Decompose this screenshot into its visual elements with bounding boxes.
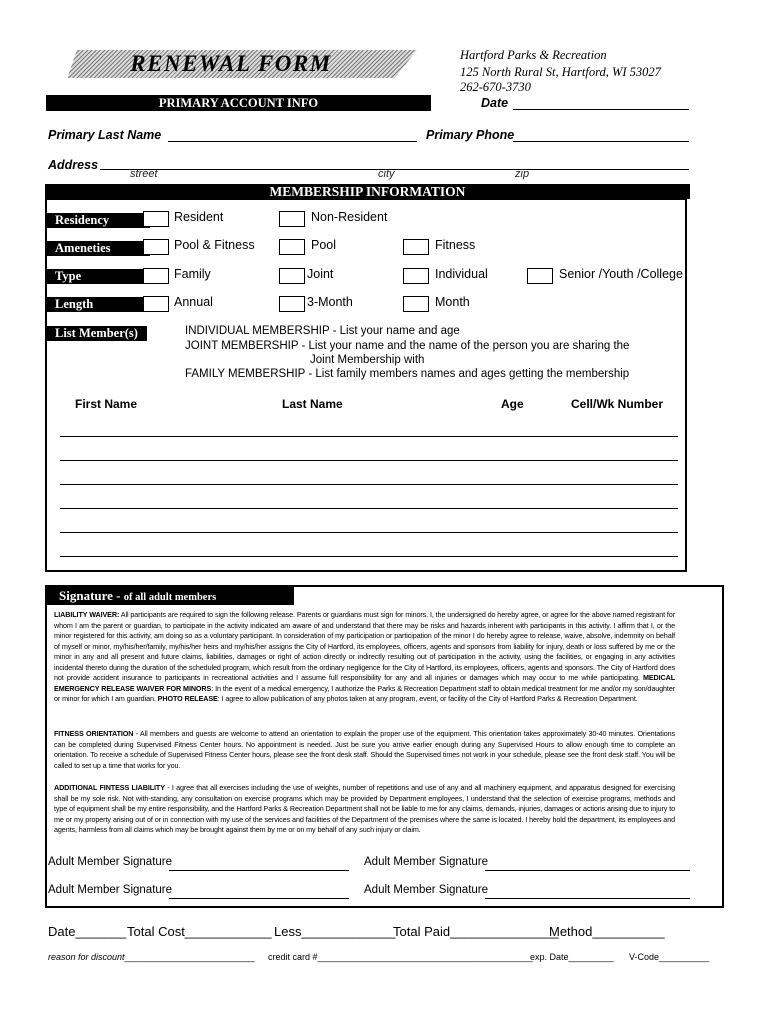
signature-header bbox=[47, 587, 294, 605]
photo-release-body: : I agree to allow publication of any photos taken at any program, event, or facility of the City of Hartford Parks & Recreation Department. bbox=[217, 694, 638, 703]
reason-for-discount-label: reason for discount bbox=[48, 952, 125, 962]
length-label: Length bbox=[47, 297, 150, 312]
fitness-option-label: Fitness bbox=[435, 238, 476, 252]
additional-liability-text bbox=[54, 783, 675, 836]
amenities-label: Ameneties bbox=[47, 241, 150, 256]
member-entry-line[interactable] bbox=[60, 460, 678, 461]
additional-liability-body: - I agree that all exercises including the use of weights, number of repetitions and use of any and all machinery equipment, and apparatus designed for exercising shall be my sole risk. Not with-standing, any consultation on exercise programs which may be provided by Department employees, I understand that the selection of exercise programs, methods and type of equipment shall be my entire responsibility, and the Hartford Parks & Recreation Department shall not be liable to me for any claims, demands, injuries, damages or actions arising due to injury to me or my property arising out of or in connection with my use of the services and facilities of the Department of the premises where the same is located. I hereby hold the department, its employees and agents, harmless from all claims which may be brought against them by me or on my behalf of any such injury or claim. bbox=[54, 783, 675, 834]
joint-checkbox[interactable] bbox=[279, 268, 305, 284]
date-label: Date bbox=[481, 96, 509, 110]
family-option-label: Family bbox=[174, 267, 211, 281]
primary-account-header: PRIMARY ACCOUNT INFO bbox=[46, 95, 431, 111]
month-checkbox[interactable] bbox=[403, 296, 429, 312]
instruction-joint-cont: Joint Membership with bbox=[310, 354, 425, 366]
pool-fitness-checkbox[interactable] bbox=[143, 239, 169, 255]
footer-vcode-field[interactable]: V-Code__________ bbox=[629, 952, 710, 962]
fitness-orientation-body: - All members and guests are welcome to attend an orientation to explain the proper use of the equipment. This orientation takes approximately 30-40 minutes. Orientations can be completed during Supervised Fitness Center hours. No appointment is needed. Just be sure you arrive earlier enough during any Supervised Hours to allow enough time to complete an orientation. To receive a schedule of Supervised Fitness Center hours, please see the front desk staff. Should the Supervised times not work in your schedule, please see the front desk staff. You will be called to set up a time that works for you. bbox=[54, 729, 675, 770]
resident-option-label: Resident bbox=[174, 210, 224, 224]
member-entry-line[interactable] bbox=[60, 556, 678, 557]
address-hint-street: street bbox=[130, 168, 158, 180]
footer-total-cost-field[interactable]: Total Cost____________ bbox=[127, 924, 272, 939]
pool-fitness-option-label: Pool & Fitness bbox=[174, 238, 255, 252]
member-entry-line[interactable] bbox=[60, 484, 678, 485]
date-field[interactable] bbox=[513, 109, 689, 110]
col-first-name: First Name bbox=[75, 397, 138, 411]
col-last-name: Last Name bbox=[282, 397, 343, 411]
medical-release-body: : In the event of a medical emergency, I authorize the Parks & Recreation Department staff to obtain medical treatment for me and/or my son/daughter or minor for which I am guardian. bbox=[54, 683, 676, 703]
primary-phone-field[interactable] bbox=[513, 141, 689, 142]
member-entry-line[interactable] bbox=[60, 436, 678, 437]
adult-signature-field[interactable] bbox=[169, 870, 349, 871]
org-address: 125 North Rural St, Hartford, WI 53027 bbox=[460, 65, 661, 79]
footer-reason-field[interactable] bbox=[48, 952, 255, 962]
col-cell-number: Cell/Wk Number bbox=[571, 397, 664, 411]
signature-header-sub: of all adult members bbox=[123, 592, 217, 603]
fitness-orientation-text bbox=[54, 729, 675, 771]
non-resident-checkbox[interactable] bbox=[279, 211, 305, 227]
membership-header: MEMBERSHIP INFORMATION bbox=[45, 184, 690, 199]
footer-date-field[interactable]: Date_______ bbox=[48, 924, 127, 939]
footer-exp-date-field[interactable]: exp. Date_________ bbox=[530, 952, 614, 962]
adult-signature-field[interactable] bbox=[485, 898, 690, 899]
senior-youth-college-checkbox[interactable] bbox=[527, 268, 553, 284]
resident-checkbox[interactable] bbox=[143, 211, 169, 227]
col-age: Age bbox=[501, 397, 524, 411]
individual-option-label: Individual bbox=[435, 267, 488, 281]
joint-option-label: Joint bbox=[307, 267, 334, 281]
medical-release-label: MEDICAL EMERGENCY RELEASE WAIVER FOR MINORS bbox=[54, 673, 675, 693]
footer-total-paid-field[interactable]: Total Paid_______________ bbox=[393, 924, 559, 939]
non-resident-option-label: Non-Resident bbox=[311, 210, 388, 224]
address-label: Address bbox=[48, 158, 99, 172]
address-hint-zip: zip bbox=[515, 168, 530, 180]
reason-for-discount-line: __________________________ bbox=[124, 952, 255, 962]
adult-signature-label: Adult Member Signature bbox=[364, 856, 489, 868]
org-phone: 262-670-3730 bbox=[460, 80, 531, 94]
member-entry-line[interactable] bbox=[60, 532, 678, 533]
instruction-family: FAMILY MEMBERSHIP - List family members names and ages getting the membership bbox=[185, 368, 630, 380]
three-month-option-label: 3-Month bbox=[307, 295, 353, 309]
pool-option-label: Pool bbox=[311, 238, 337, 252]
additional-liability-label: ADDITIONAL FINTESS LIABILITY bbox=[54, 783, 165, 792]
adult-signature-label: Adult Member Signature bbox=[364, 884, 489, 896]
liability-waiver-label: LIABILITY WAIVER: bbox=[54, 610, 120, 619]
primary-last-name-label: Primary Last Name bbox=[48, 128, 162, 142]
fitness-orientation-label: FITNESS ORIENTATION bbox=[54, 729, 134, 738]
annual-checkbox[interactable] bbox=[143, 296, 169, 312]
list-members-label: List Member(s) bbox=[47, 326, 147, 341]
footer-less-field[interactable]: Less_____________ bbox=[274, 924, 396, 939]
three-month-checkbox[interactable] bbox=[279, 296, 305, 312]
individual-checkbox[interactable] bbox=[403, 268, 429, 284]
liability-waiver-text bbox=[54, 610, 675, 705]
liability-waiver-body: All participants are required to sign the following release. Parents or guardians must sign for minors. I, the undersigned do hereby agree, or agree for the above named registrant for whom I am the parent or guardian, to participate in the activity indicated am aware of and understand that there may be risks and hazards inherent with participants in this activity. I affirm that I, or the minor registered for this activity, am doing so as a voluntary participant. In consideration of my participation or participation of the minor I do hereby agree to release, waive, absolve, indemnity on behalf of myself or minor, my/his/her/family, my/his/her heirs and my/his/her assigns the City of Hartford, its employees, officers, agents and sponsors from liability for injury, death or loss suffered by me or the minor in any and all present and future claims, liabilities, damages or right of action directly or indirectly resulting out of participation in the activity, using the facilities, or engaging in any activities incidental thereto during the duration of the scheduled program, which result from the ordinary negligence for the City of Hartford, its employees, officers, agents and sponsors. The City of Hartford does not provide accident insurance to participants in recreational activities and I assume full responsibility for any and all injuries or damages which may occur to me while participating. bbox=[54, 610, 675, 682]
annual-option-label: Annual bbox=[174, 295, 213, 309]
footer-credit-card-field[interactable]: credit card #___________________________________________ bbox=[268, 952, 533, 962]
adult-signature-field[interactable] bbox=[169, 898, 349, 899]
footer-method-field[interactable]: Method__________ bbox=[549, 924, 665, 939]
photo-release-label: PHOTO RELEASE bbox=[157, 694, 218, 703]
instruction-individual: INDIVIDUAL MEMBERSHIP - List your name and age bbox=[185, 325, 460, 337]
address-hint-city: city bbox=[378, 168, 395, 180]
month-option-label: Month bbox=[435, 295, 470, 309]
adult-signature-label: Adult Member Signature bbox=[48, 856, 173, 868]
type-label: Type bbox=[47, 269, 150, 284]
form-title: RENEWAL FORM bbox=[130, 51, 332, 76]
residency-label: Residency bbox=[47, 213, 150, 228]
pool-checkbox[interactable] bbox=[279, 239, 305, 255]
family-checkbox[interactable] bbox=[143, 268, 169, 284]
signature-header-main: Signature - bbox=[59, 588, 124, 603]
fitness-checkbox[interactable] bbox=[403, 239, 429, 255]
org-name: Hartford Parks & Recreation bbox=[460, 48, 607, 62]
primary-phone-label: Primary Phone bbox=[426, 128, 515, 142]
member-entry-line[interactable] bbox=[60, 508, 678, 509]
adult-signature-field[interactable] bbox=[485, 870, 690, 871]
instruction-joint: JOINT MEMBERSHIP - List your name and the name of the person you are sharing the bbox=[185, 340, 630, 352]
senior-youth-college-option-label: Senior /Youth /College bbox=[559, 267, 683, 281]
adult-signature-label: Adult Member Signature bbox=[48, 884, 173, 896]
primary-last-name-field[interactable] bbox=[168, 141, 417, 142]
